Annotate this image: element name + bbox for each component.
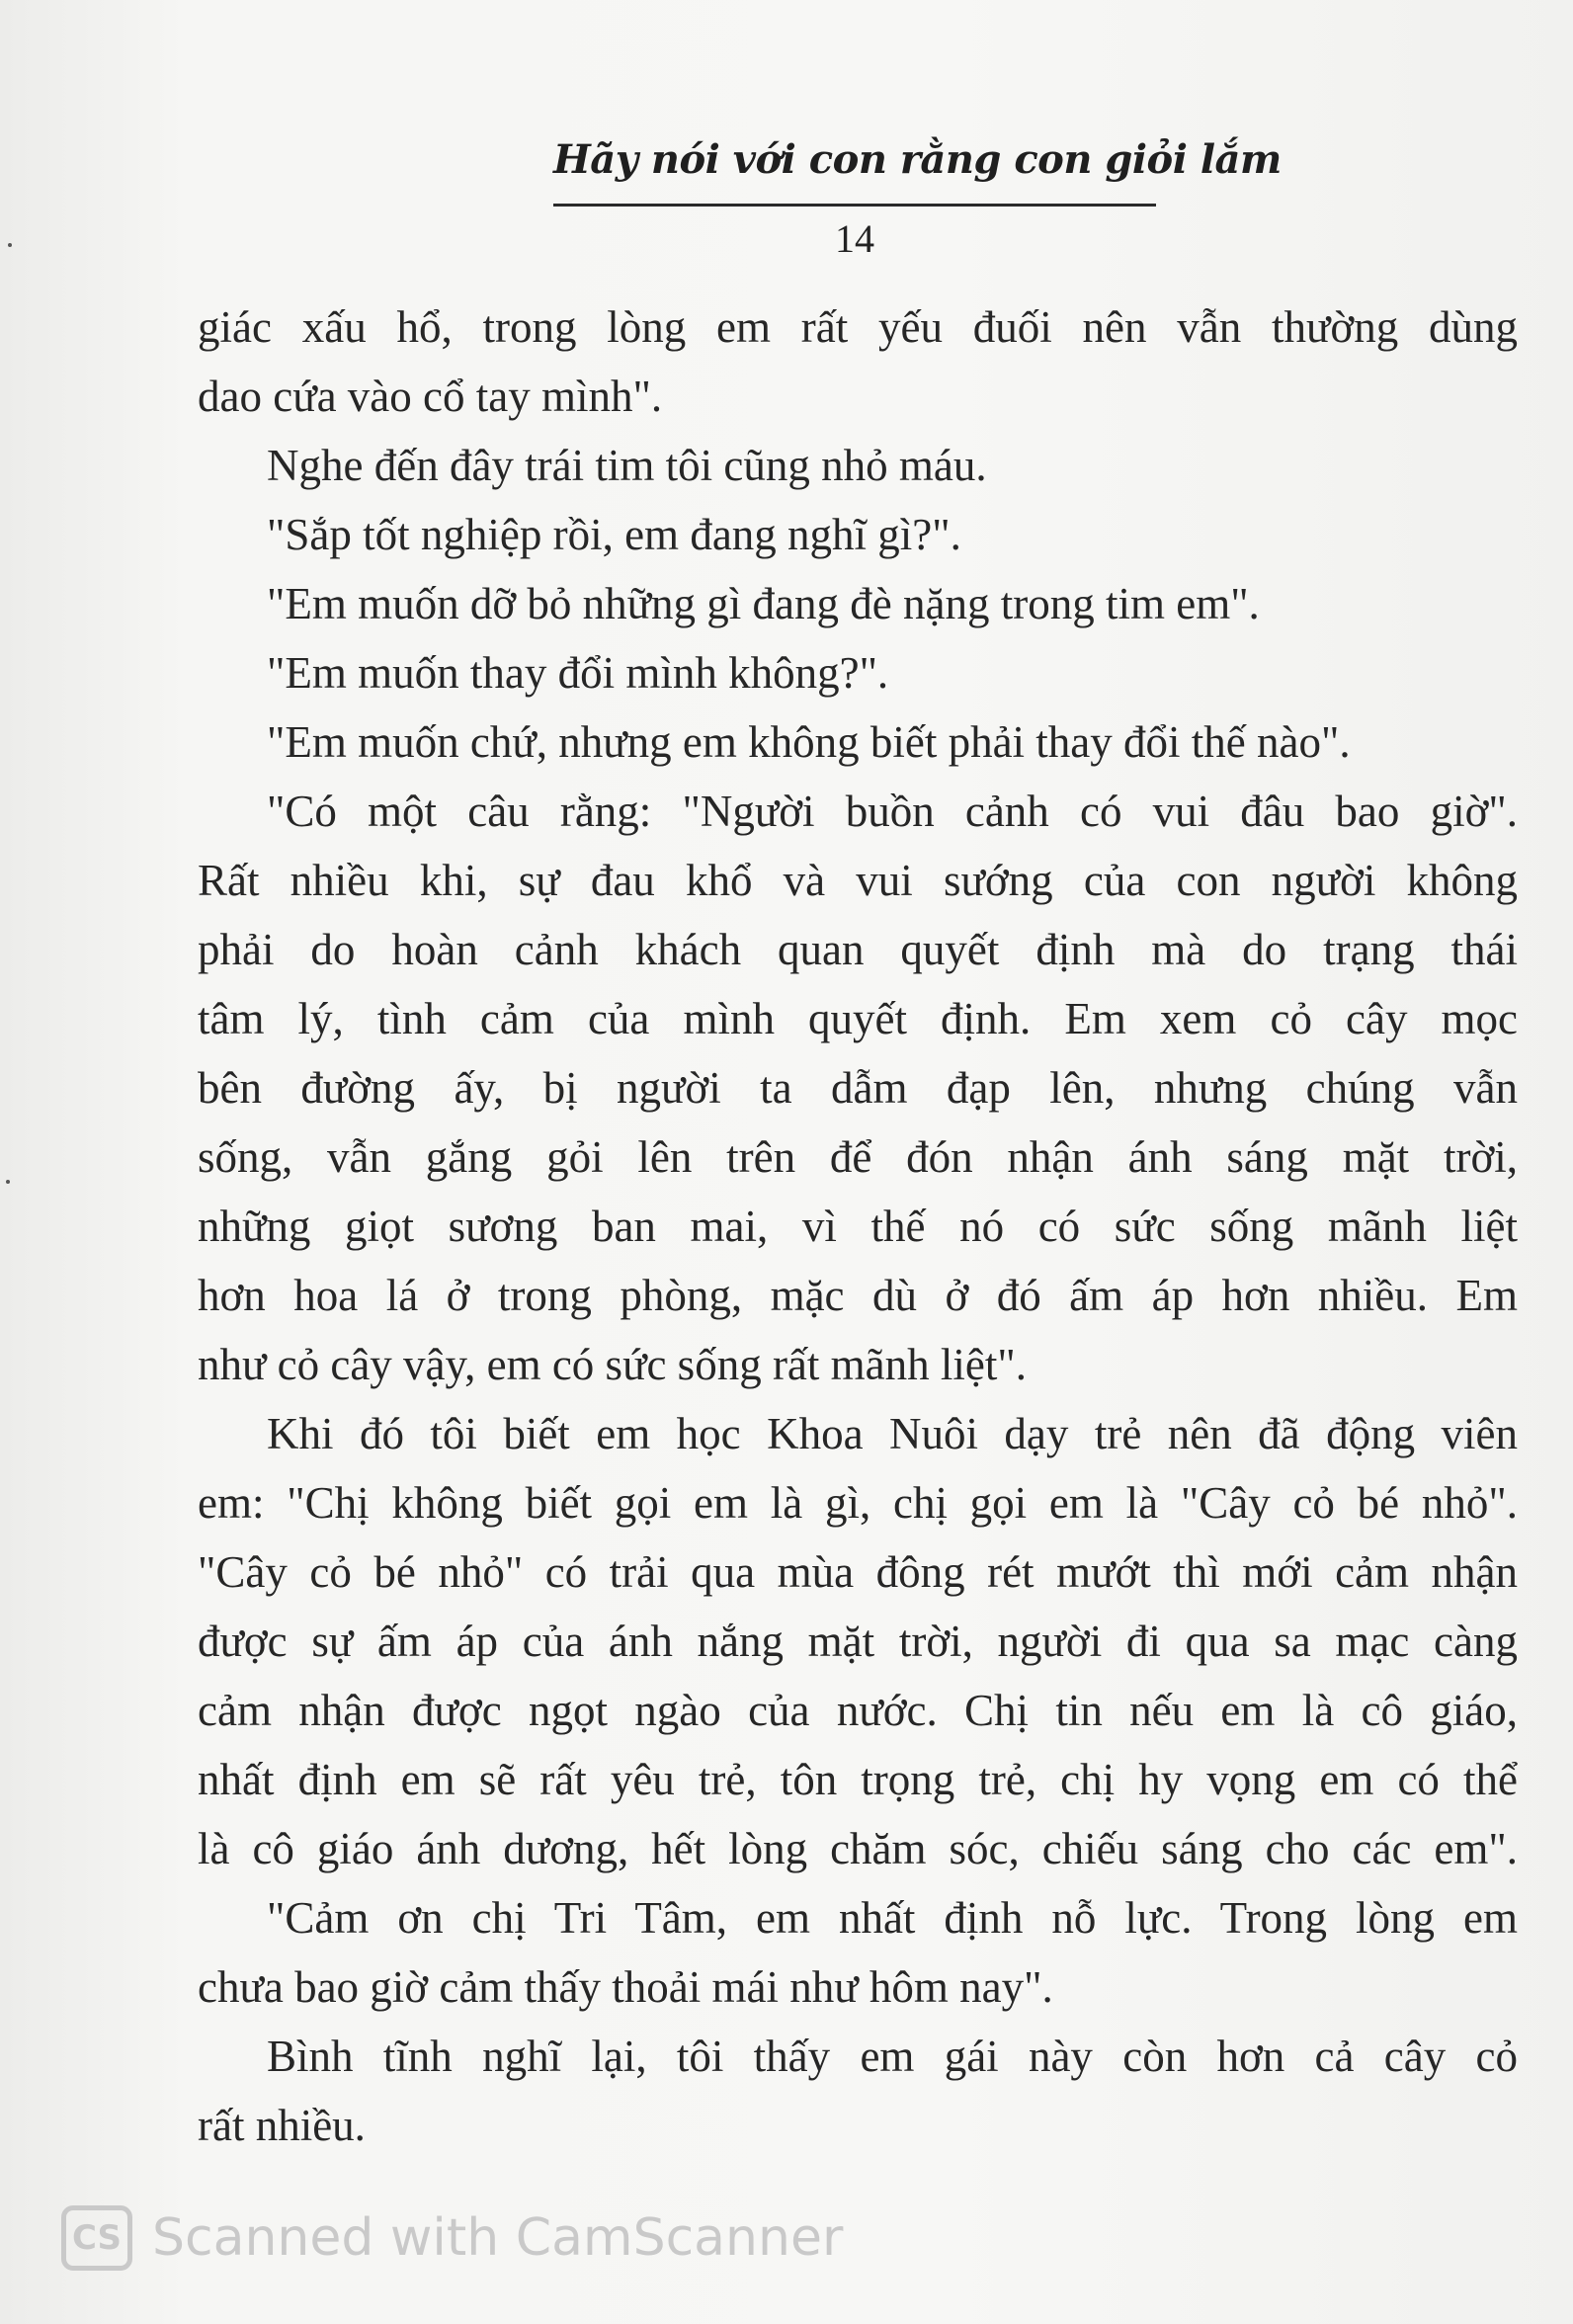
text-line: cảm nhận được ngọt ngào của nước. Chị tin nếu em là cô giáo, <box>198 1686 1518 1735</box>
text-line: giác xấu hổ, trong lòng em rất yếu đuối nên vẫn thường dùng <box>198 302 1518 352</box>
text-line: những giọt sương ban mai, vì thế nó có sức sống mãnh liệt <box>198 1202 1518 1251</box>
text-line: "Có một câu rằng: "Người buồn cảnh có vui đâu bao giờ". <box>267 787 1518 836</box>
scan-speck <box>6 1180 10 1184</box>
text-line: chưa bao giờ cảm thấy thoải mái như hôm nay". <box>198 1962 1053 2012</box>
page-number: 14 <box>835 216 874 261</box>
body-text <box>198 292 1518 2160</box>
watermark-text: Scanned with CamScanner <box>152 2208 844 2268</box>
text-line: được sự ấm áp của ánh nắng mặt trời, người đi qua sa mạc càng <box>198 1617 1518 1666</box>
text-line: như cỏ cây vậy, em có sức sống rất mãnh liệt". <box>198 1340 1027 1389</box>
text-line: hơn hoa lá ở trong phòng, mặc dù ở đó ấm áp hơn nhiều. Em <box>198 1271 1518 1320</box>
text-line: nhất định em sẽ rất yêu trẻ, tôn trọng trẻ, chị hy vọng em có thể <box>198 1755 1518 1804</box>
camscanner-logo-icon: CS <box>61 2205 132 2271</box>
text-line: bên đường ấy, bị người ta dẫm đạp lên, nhưng chúng vẫn <box>198 1063 1518 1113</box>
scan-speck <box>8 243 12 247</box>
header-rule <box>553 204 1156 207</box>
text-line: Bình tĩnh nghĩ lại, tôi thấy em gái này còn hơn cả cây cỏ <box>267 2032 1518 2081</box>
text-line: Nghe đến đây trái tim tôi cũng nhỏ máu. <box>267 441 987 490</box>
text-line: em: "Chị không biết gọi em là gì, chị gọi em là "Cây cỏ bé nhỏ". <box>198 1478 1518 1528</box>
text-line: phải do hoàn cảnh khách quan quyết định mà do trạng thái <box>198 925 1518 974</box>
text-line: tâm lý, tình cảm của mình quyết định. Em xem cỏ cây mọc <box>198 994 1518 1043</box>
text-line: là cô giáo ánh dương, hết lòng chăm sóc, chiếu sáng cho các em". <box>198 1824 1518 1873</box>
camscanner-watermark <box>61 2201 843 2275</box>
text-line: "Cảm ơn chị Tri Tâm, em nhất định nỗ lực. Trong lòng em <box>267 1893 1518 1943</box>
text-line: "Sắp tốt nghiệp rồi, em đang nghĩ gì?". <box>267 510 961 559</box>
text-line: sống, vẫn gắng gỏi lên trên để đón nhận ánh sáng mặt trời, <box>198 1132 1518 1182</box>
text-line: "Em muốn dỡ bỏ những gì đang đè nặng trong tim em". <box>267 579 1260 628</box>
running-header <box>553 136 1282 261</box>
text-line: "Em muốn chứ, nhưng em không biết phải thay đổi thế nào". <box>267 717 1351 767</box>
text-line: Rất nhiều khi, sự đau khổ và vui sướng của con người không <box>198 856 1518 905</box>
text-line: "Em muốn thay đổi mình không?". <box>267 648 889 698</box>
book-title: Hãy nói với con rằng con giỏi lắm <box>553 136 1282 183</box>
text-line: Khi đó tôi biết em học Khoa Nuôi dạy trẻ nên đã động viên <box>267 1409 1518 1458</box>
text-line: dao cứa vào cổ tay mình". <box>198 372 663 421</box>
text-line: "Cây cỏ bé nhỏ" có trải qua mùa đông rét mướt thì mới cảm nhận <box>198 1547 1518 1597</box>
text-line: rất nhiều. <box>198 2101 366 2150</box>
